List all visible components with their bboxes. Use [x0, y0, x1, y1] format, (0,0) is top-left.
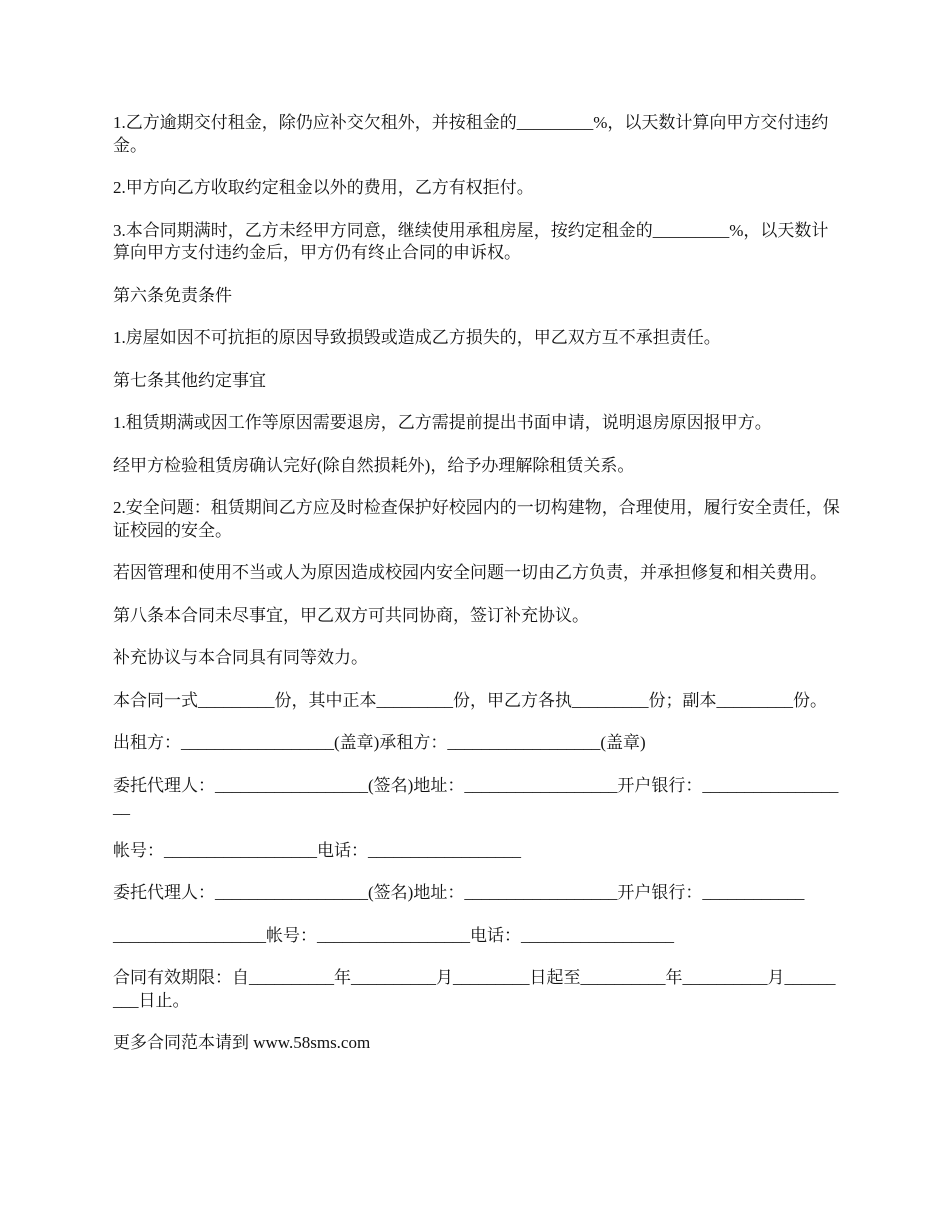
- clause-force-majeure: 1.房屋如因不可抗拒的原因导致损毁或造成乙方损失的，甲乙双方互不承担责任。: [113, 328, 721, 347]
- signature-agent-1: 委托代理人：__________________(签名)地址：__________________开户银行：__________________: [113, 775, 839, 817]
- article-6-heading: 第六条免责条件: [113, 285, 232, 305]
- clause-liability: 若因管理和使用不当或人为原因造成校园内安全问题一切由乙方负责，并承担修复和相关费用。: [113, 563, 827, 582]
- signature-parties: 出租方：__________________(盖章)承租方：__________________(盖章): [113, 733, 646, 752]
- clause-overstay-penalty: 3.本合同期满时，乙方未经甲方同意，继续使用承租房屋，按约定租金的_________%，以天数计算向甲方支付违约金后，甲方仍有终止合同的申诉权。: [113, 220, 829, 262]
- signature-account-2: __________________帐号：__________________电话：__________________: [113, 925, 674, 945]
- article-8-heading: 第八条本合同未尽事宜，甲乙双方可共同协商，签订补充协议。: [113, 605, 589, 625]
- clause-copies: 本合同一式_________份，其中正本_________份，甲乙方各执_________份；副本_________份。: [113, 690, 827, 710]
- document-body: [113, 112, 841, 1075]
- signature-agent-2: 委托代理人：__________________(签名)地址：__________________开户银行：____________: [113, 883, 805, 902]
- clause-refuse-extra-fees: 2.甲方向乙方收取约定租金以外的费用，乙方有权拒付。: [113, 178, 534, 197]
- clause-late-rent: 1.乙方逾期交付租金，除仍应补交欠租外，并按租金的_________%，以天数计算向甲方交付违约金。: [113, 113, 829, 155]
- clause-move-out-request: 1.租赁期满或因工作等原因需要退房，乙方需提前提出书面申请，说明退房原因报甲方。: [113, 413, 772, 432]
- footer-more-templates: 更多合同范本请到 www.58sms.com: [113, 1033, 371, 1052]
- clause-inspection: 经甲方检验租赁房确认完好(除自然损耗外)，给予办理解除租赁关系。: [113, 455, 635, 475]
- signature-account-1: 帐号：__________________电话：__________________: [113, 840, 521, 860]
- clause-safety: 2.安全问题：租赁期间乙方应及时检查保护好校园内的一切构建物，合理使用，履行安全责任，保证校园的安全。: [113, 498, 840, 540]
- clause-supplement-effect: 补充协议与本合同具有同等效力。: [113, 648, 368, 667]
- article-7-heading: 第七条其他约定事宜: [113, 370, 266, 390]
- contract-validity-period: 合同有效期限：自__________年__________月_________日起至__________年__________月_________日止。: [113, 968, 836, 1010]
